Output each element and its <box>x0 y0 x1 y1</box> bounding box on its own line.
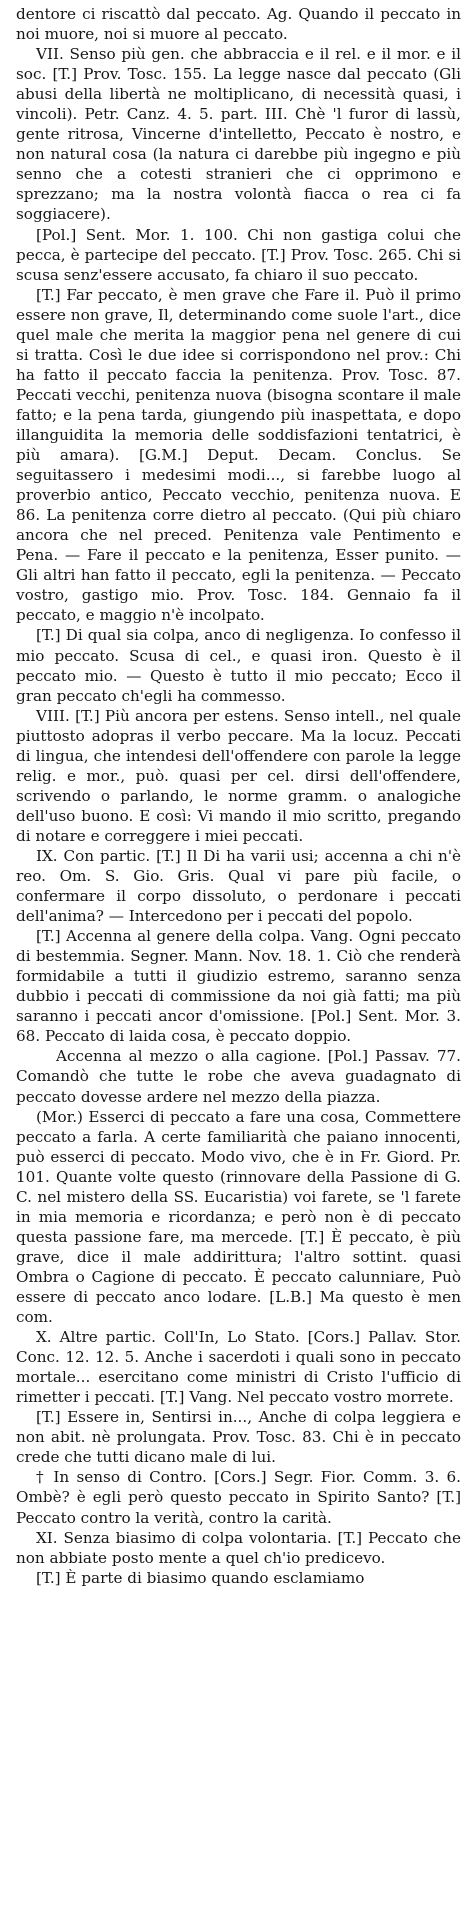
entry-paragraph-continuation: dentore ci riscattò dal peccato. Ag. Quando il peccato in noi muore, noi si muore al peccato. <box>16 5 461 44</box>
entry-paragraph-far-peccato: [T.] Far peccato, è men grave che Fare il. Può il primo essere non grave, Il, determinando come suole l'art., dice quel male che merita la maggior pena nel genere di cui si tratta. Così le due idee si corrispondono nel prov.: Chi ha fatto il peccato faccia la penitenza. Prov. Tosc. 87. Peccati vecchi, penitenza nuova (bisogna scontare il male fatto; e la pena tarda, giungendo più inaspettata, e dopo illanguidita la memoria delle soddisfazioni tentatrici, è più amara). [G.M.] Deput. Decam. Conclus. Se seguitassero i medesimi modi..., si farebbe luogo al proverbio antico, Peccato vecchio, penitenza nuova. E 86. La penitenza corre dietro al peccato. (Qui più chiaro ancora che nel preced. Penitenza vale Pentimento e Pena. — Fare il peccato e la penitenza, Esser punito. — Gli altri han fatto il peccato, egli la penitenza. — Peccato vostro, gastigo mio. Prov. Tosc. 184. Gennaio fa il peccato, e maggio n'è incolpato. <box>16 285 461 625</box>
entry-paragraph-pol-sent-mor: [Pol.] Sent. Mor. 1. 100. Chi non gastiga colui che pecca, è partecipe del peccato. [T.] Prov. Tosc. 265. Chi si scusa senz'essere accusato, fa chiaro il suo peccato. <box>16 225 461 284</box>
entry-paragraph-sense-x: X. Altre partic. Coll'In, Lo Stato. [Cors.] Pallav. Stor. Conc. 12. 12. 5. Anche i sacerdoti i quali sono in peccato mortale... esercitano come ministri di Cristo l'ufficio di rimetter i peccati. [T.] Vang. Nel peccato vostro morrete. <box>16 1328 461 1407</box>
entry-paragraph-senso-contro: † In senso di Contro. [Cors.] Segr. Fior. Comm. 3. 6. Ombè? è egli però questo peccato in Spirito Santo? [T.] Peccato contro la verità, contro la carità. <box>16 1468 461 1527</box>
entry-paragraph-biasimo: [T.] È parte di biasimo quando esclamiamo <box>36 1568 365 1587</box>
entry-paragraph-sense-ix: IX. Con partic. [T.] Il Di ha varii usi; accenna a chi n'è reo. Om. S. Gio. Gris. Qual vi pare più facile, o confermare il corpo dissoluto, o perdonare i peccati dell'anima? — Intercedono per i peccati del popolo. <box>16 846 461 926</box>
entry-paragraph-esserci-di-peccato: (Mor.) Esserci di peccato a fare una cosa, Commettere peccato a farla. A certe familiarità che paiano innocenti, può esserci di peccato. Modo vivo, che è in Fr. Giord. Pr. 101. Quante volte questo (rinnovare della Passione di G. C. nel mistero della SS. Eucaristia) voi farete, se 'l farete in mia memoria e ricordanza; e però non è di peccato questa passione fare, ma mercede. [T.] È peccato, è più grave, dice il male addirittura; l'altro sottint. quasi Ombra o Cagione di peccato. È peccato calunniare, Può essere di peccato anco lodare. [L.B.] Ma questo è men com. <box>16 1107 461 1327</box>
entry-paragraph-essere-in: [T.] Essere in, Sentirsi in..., Anche di colpa leggiera e non abit. nè prolungata. Prov. Tosc. 83. Chi è in peccato crede che tutti dicano male di lui. <box>16 1408 461 1467</box>
entry-paragraph-sense-xi: XI. Senza biasimo di colpa volontaria. [T.] Peccato che non abbiate posto mente a quel ch'io predicevo. <box>16 1528 461 1567</box>
entry-paragraph-sense-viii: VIII. [T.] Più ancora per estens. Senso intell., nel quale piuttosto adopras il verbo peccare. Ma la locuz. Peccati di lingua, che intendesi dell'offendere con parole la legge relig. e mor., può. quasi per cel. dirsi dell'offendere, scrivendo o parlando, le norme gramm. o analogiche dell'uso buono. E così: Vi mando il mio scritto, pregando di notare e correggere i miei peccati. <box>16 706 461 845</box>
entry-paragraph-genere-colpa: [T.] Accenna al genere della colpa. Vang. Ogni peccato di bestemmia. Segner. Mann. Nov. 18. 1. Ciò che renderà formidabile a tutti il giudizio estremo, saranno senza dubbio i peccati di commissione da noi già fatti; ma più saranno i peccati ancor d'omissione. [Pol.] Sent. Mor. 3. 68. Peccato di laida cosa, è peccato doppio. <box>16 927 461 1046</box>
entry-paragraph-qual-sia-colpa: [T.] Di qual sia colpa, anco di negligenza. Io confesso il mio peccato. Scusa di cel., e quasi iron. Questo è il peccato mio. — Questo è tutto il mio peccato; Ecco il gran peccato ch'egli ha commesso. <box>16 626 461 705</box>
entry-paragraph-sense-vii: VII. Senso più gen. che abbraccia e il rel. e il mor. e il soc. [T.] Prov. Tosc. 155. La legge nasce dal peccato (Gli abusi della libertà ne moltiplicano, di necessità quasi, i vincoli). Petr. Canz. 4. 5. part. III. Chè 'l furor di lassù, gente ritrosa, Vincerne d'intelletto, Peccato è nostro, e non natural cosa (la natura ci darebbe più ingegno e più senno che a cotesti stranieri che ci opprimono e sprezzano; ma la nostra volontà fiacca o rea ci fa soggiacere). <box>16 45 461 224</box>
entry-paragraph-mezzo-cagione: Accenna al mezzo o alla cagione. [Pol.] Passav. 77. Comandò che tutte le robe che aveva guadagnato di peccato dovesse ardere nel mezzo della piazza. <box>16 1047 461 1106</box>
